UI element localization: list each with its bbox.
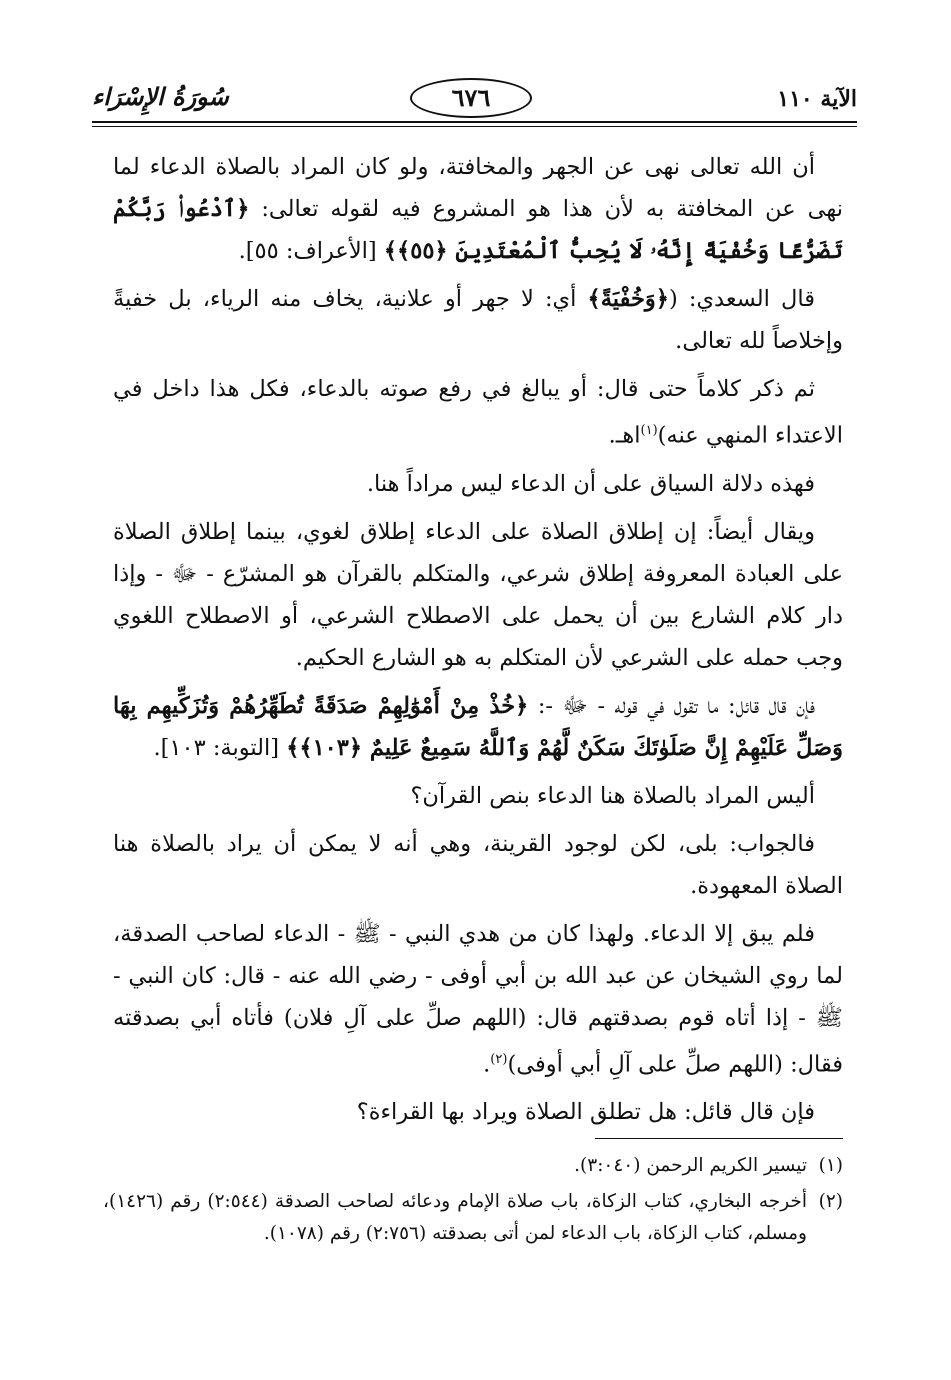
quran-verse: ﴿وَخُفْيَةً﴾ (587, 286, 669, 312)
para-continuation: أي: لا جهر أو علانية، يخاف منه الرياء، بل خفيةً وإخلاصاً لله تعالى. (113, 286, 843, 354)
surah-title: سُورَةُ الإِسْرَاء (92, 82, 229, 111)
paragraph-2 (113, 278, 843, 362)
verse-citation: [التوبة: ١٠٣]. (153, 734, 287, 761)
header-divider-thin (92, 126, 857, 127)
page-number: ٦٧٦ (410, 78, 532, 118)
footnote-ref-1[interactable]: (١) (640, 423, 658, 438)
footnote-text: أخرجه البخاري، كتاب الزكاة، باب صلاة الإمام ودعائه لصاحب الصدقة (٢:٥٤٤) رقم (١٤٢٦)، ومسلم، كتاب الزكاة، باب الدعاء لمن أتى بصدقته (٢:٧٥٦) رقم (١٠٧٨). (103, 1191, 807, 1244)
paragraph-6 (113, 685, 843, 769)
para-text: ثم ذكر كلاماً حتى قال: أو يبالغ في رفع صوته بالدعاء، فكل هذا داخل في الاعتداء المنهي عنه) (113, 376, 843, 449)
footnote-number: (٢) (818, 1191, 843, 1212)
body-text (113, 146, 843, 1139)
para-text: أن الله تعالى نهى عن الجهر والمخافتة، ولو كان المراد بالصلاة الدعاء لما نهى عن المخافتة به لأن هذا هو المشروع فيه لقوله تعالى: (113, 154, 843, 222)
para-text: فلم يبق إلا الدعاء. ولهذا كان من هدي النبي - ﷺ - الدعاء لصاحب الصدقة، لما روي الشيخان عن عبد الله بن أبي أوفى - رضي الله عنه - قال: كان النبي - ﷺ - إذا أتاه قوم بصدقتهم قال: (اللهم صلِّ على آلِ فلان) فأتاه أبي بصدقته فقال: (اللهم صلِّ على آلِ أبي أوفى) (113, 920, 843, 1077)
footnote-text: تيسير الكريم الرحمن (٣:٠٤٠). (574, 1155, 807, 1176)
para-continuation: . (483, 1051, 491, 1077)
page-header (92, 78, 857, 120)
paragraph-10: فإن قال قائل: هل تطلق الصلاة ويراد بها القراءة؟ (356, 1099, 815, 1125)
footnote-number: (١) (818, 1155, 843, 1176)
verse-citation: [الأعراف: ٥٥]. (238, 238, 384, 264)
quran-verse: ﴿خُذْ مِنْ أَمْوَٰلِهِمْ صَدَقَةً تُطَهِّرُهُمْ وَتُزَكِّيهِم بِهَا وَصَلِّ عَلَيْهِمْ إِنَّ صَلَوٰتَكَ سَكَنٌ لَّهُمْ وَٱللَّهُ سَمِيعٌ عَلِيمٌ ﴿١٠٣﴾﴾ (113, 692, 843, 761)
footnote-divider (595, 1138, 843, 1139)
quran-verse: ﴿ٱدْعُوا۟ رَبَّكُمْ تَضَرُّعًا وَخُفْيَةً إِنَّهُۥ لَا يُحِبُّ ٱلْمُعْتَدِينَ ﴿٥٥﴾﴾ (113, 196, 843, 264)
footnote-2 (103, 1186, 843, 1250)
paragraph-1 (113, 146, 843, 272)
para-continuation: اهـ. (608, 422, 641, 449)
paragraph-3 (113, 368, 843, 457)
verse-label: الآية ١١٠ (777, 86, 857, 112)
footnote-ref-2[interactable]: (٢) (490, 1051, 508, 1067)
header-divider (92, 121, 857, 123)
para-text: فإن قال قائل: ما تقول في قوله - ﷻ -: (528, 692, 815, 719)
footnotes (103, 1150, 843, 1254)
paragraph-4: فهذه دلالة السياق على أن الدعاء ليس مراداً هنا. (366, 470, 815, 497)
paragraph-7: أليس المراد بالصلاة هنا الدعاء بنص القرآن؟ (410, 782, 815, 809)
paragraph-5: ويقال أيضاً: إن إطلاق الصلاة على الدعاء إطلاق لغوي، بينما إطلاق الصلاة على العبادة المعروفة إطلاق شرعي، والمتكلم بالقرآن هو المشرّع - ﷻ - وإذا دار كلام الشارع بين أن يحمل على الاصطلاح الشرعي، أو الاصطلاح اللغوي وجب حمله على الشرعي لأن المتكلم به هو الشارع الحكيم. (113, 518, 843, 671)
para-text: قال السعدي: ( (668, 286, 815, 312)
paragraph-9 (113, 913, 843, 1086)
paragraph-8: فالجواب: بلى، لكن لوجود القرينة، وهي أنه لا يمكن أن يراد بالصلاة هنا الصلاة المعهودة. (113, 830, 843, 899)
footnote-1 (103, 1150, 843, 1182)
